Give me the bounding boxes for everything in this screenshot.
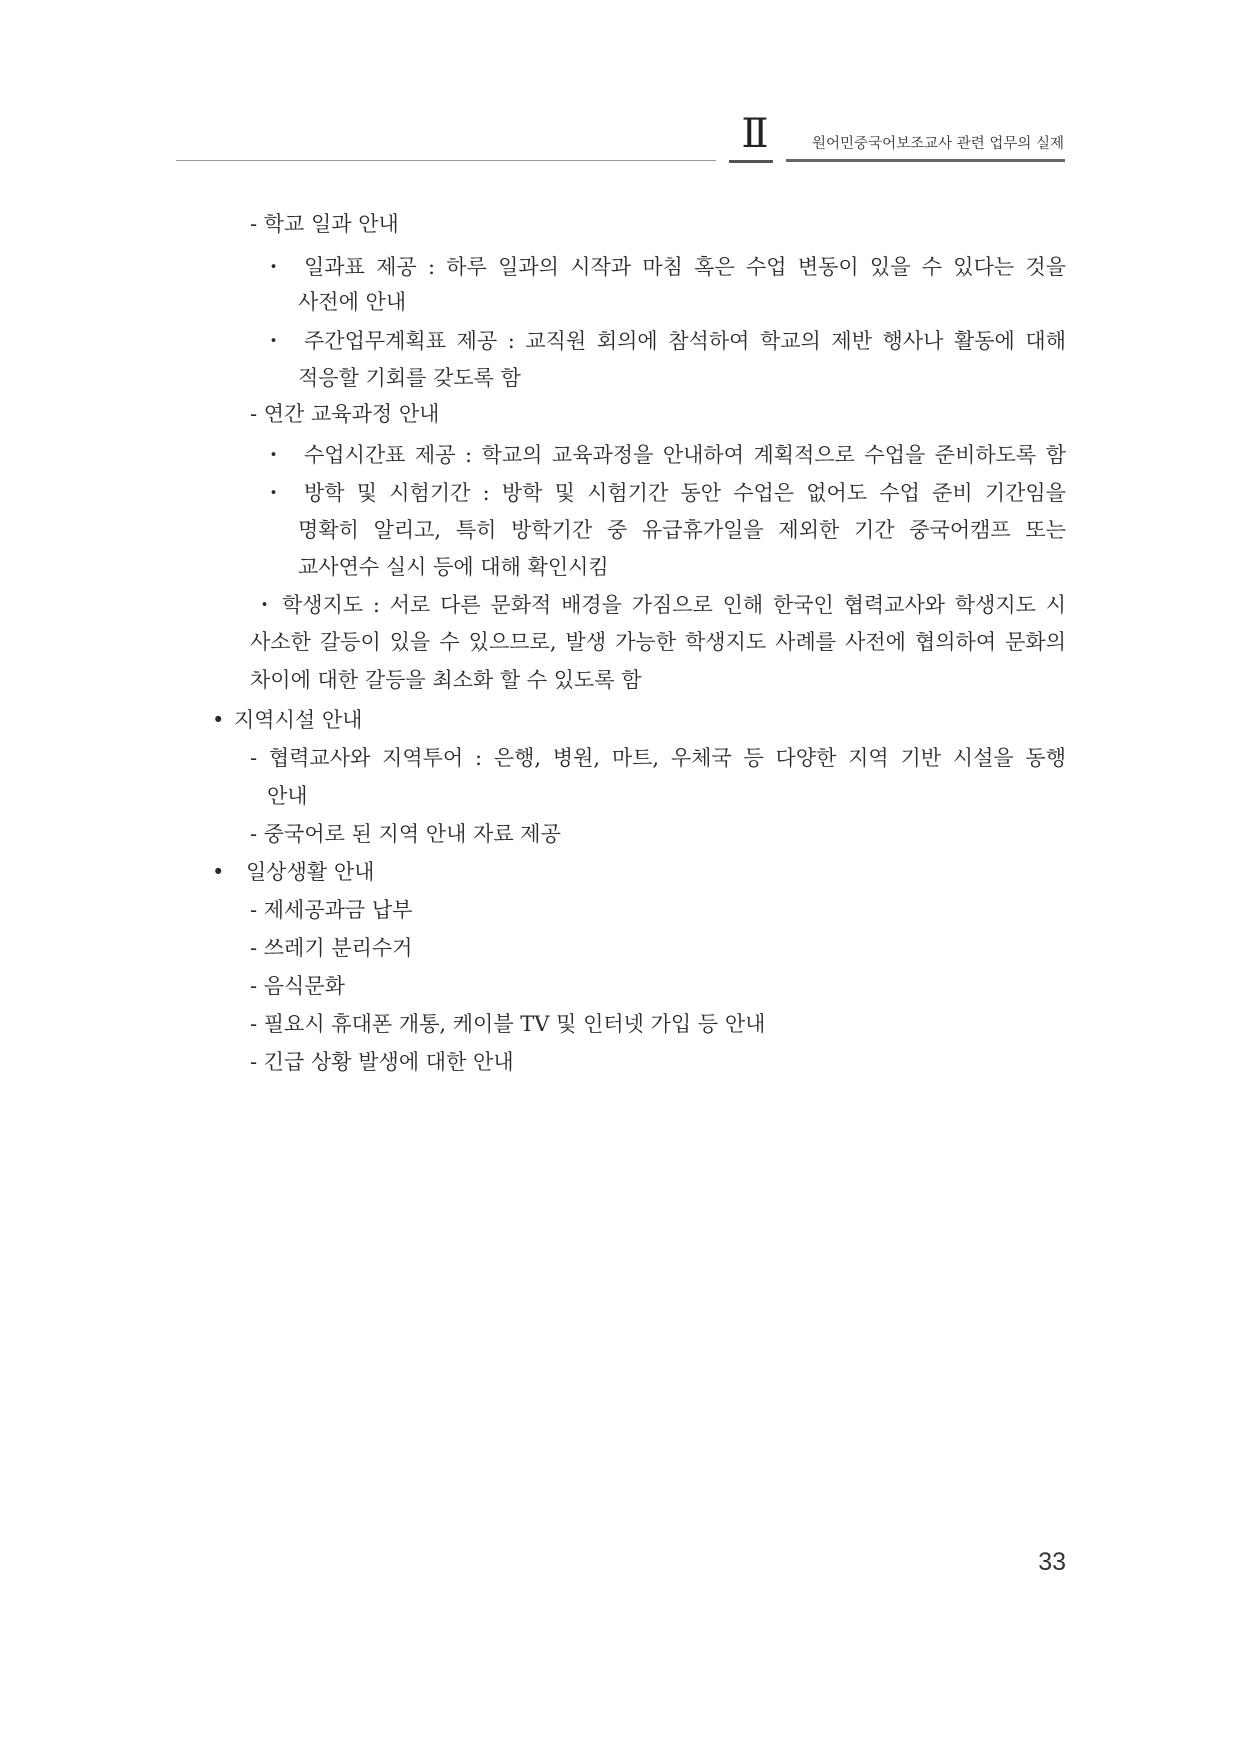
bullet-dot: ・ xyxy=(263,443,284,467)
bullet-dot: ・ xyxy=(263,329,284,353)
text-line: 학생지도 : 서로 다른 문화적 배경을 가짐으로 인해 한국인 협력교사와 학생지도 시 xyxy=(282,593,1066,617)
text-line: - 중국어로 된 지역 안내 자료 제공 xyxy=(250,822,561,846)
text-line: - 연간 교육과정 안내 xyxy=(250,402,440,426)
bullet-dot: ・ xyxy=(254,593,275,617)
text-line: 차이에 대한 갈등을 최소화 할 수 있도록 함 xyxy=(250,668,642,692)
header-rule-left xyxy=(176,160,716,161)
text-line: 교사연수 실시 등에 대해 확인시킴 xyxy=(298,555,609,579)
text-line: 일과표 제공 : 하루 일과의 시작과 마침 혹은 수업 변동이 있을 수 있다는 것을 xyxy=(304,255,1066,279)
chapter-number: Ⅱ xyxy=(741,111,769,156)
text-line: - 협력교사와 지역투어 : 은행, 병원, 마트, 우체국 등 다양한 지역 기반 시설을 동행 xyxy=(250,746,1066,770)
text-line: - 필요시 휴대폰 개통, 케이블 TV 및 인터넷 가입 등 안내 xyxy=(250,1012,766,1036)
text-line: 주간업무계획표 제공 : 교직원 회의에 참석하여 학교의 제반 행사나 활동에 대해 xyxy=(304,329,1066,353)
header-rule-right xyxy=(786,159,1065,162)
section-heading: 지역시설 안내 xyxy=(234,708,363,732)
text-line: 안내 xyxy=(267,784,308,808)
chapter-underline xyxy=(729,160,773,163)
text-line: - 음식문화 xyxy=(250,974,345,998)
text-line: - 학교 일과 안내 xyxy=(250,212,399,236)
section-heading: 일상생활 안내 xyxy=(246,860,375,884)
bullet-dot: ・ xyxy=(263,481,284,505)
page-number: 33 xyxy=(1038,1548,1066,1576)
bullet-large: • xyxy=(212,860,225,884)
bullet-large: • xyxy=(212,708,225,732)
text-line: 사전에 안내 xyxy=(298,290,407,314)
text-line: - 제세공과금 납부 xyxy=(250,898,413,922)
running-header-title: 원어민중국어보조교사 관련 업무의 실제 xyxy=(812,136,1064,152)
text-line: 방학 및 시험기간 : 방학 및 시험기간 동안 수업은 없어도 수업 준비 기간임을 xyxy=(304,481,1066,505)
text-line: 사소한 갈등이 있을 수 있으므로, 발생 가능한 학생지도 사례를 사전에 협의하여 문화의 xyxy=(250,630,1066,654)
text-line: 적응할 기회를 갖도록 함 xyxy=(298,366,521,390)
bullet-dot: ・ xyxy=(263,255,284,279)
text-line: 수업시간표 제공 : 학교의 교육과정을 안내하여 계획적으로 수업을 준비하도록 함 xyxy=(304,443,1066,467)
text-line: - 쓰레기 분리수거 xyxy=(250,936,413,960)
text-line: - 긴급 상황 발생에 대한 안내 xyxy=(250,1050,514,1074)
text-line: 명확히 알리고, 특히 방학기간 중 유급휴가일을 제외한 기간 중국어캠프 또는 xyxy=(298,518,1066,542)
